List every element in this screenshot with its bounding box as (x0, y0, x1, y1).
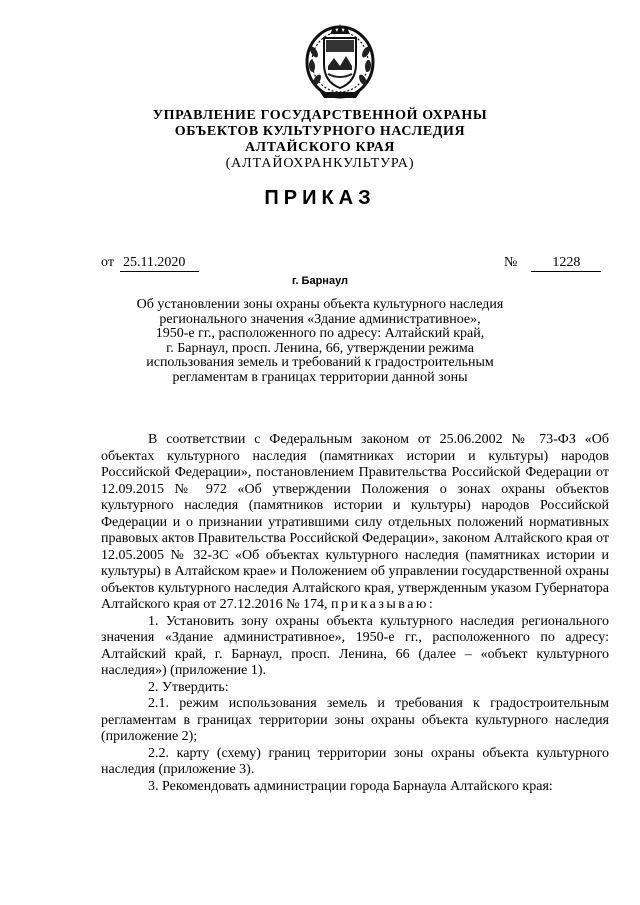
document-type-title: ПРИКАЗ (264, 187, 376, 209)
document-city: г. Барнаул (291, 275, 349, 287)
document-date (101, 255, 199, 272)
date-prefix: от (101, 255, 114, 270)
number-sign: № (504, 255, 518, 270)
subject-line: 1950-е гг., расположенного по адресу: Алтайский край, (155, 326, 485, 341)
item-3-paragraph: 3. Рекомендовать администрации города Барнаула Алтайского края: (148, 778, 553, 794)
preamble-paragraph (101, 432, 609, 614)
document-body (101, 432, 609, 795)
document-number (504, 255, 601, 272)
org-name-line-1: УПРАВЛЕНИЕ ГОСУДАРСТВЕННОЙ ОХРАНЫ (152, 108, 488, 123)
subject-line: г. Барнаул, просп. Ленина, 66, утверждении режима (166, 340, 474, 356)
order-keyword: приказываю: (331, 597, 436, 612)
date-value: 25.11.2020 (120, 255, 199, 272)
item-2-paragraph: 2. Утвердить: (148, 679, 229, 695)
subject-line: регионального значения «Здание административное», (159, 311, 481, 327)
subject-line: регламентам в границах территории данной зоны (172, 369, 468, 385)
preamble-text: В соответствии с Федеральным законом от 25.06.2002 № 73-ФЗ «Об объектах культурного наследия (памятниках истории и культуры) народов Российской Федерации», постановлением Правительства Российской Федерации от 12.09.2015 № 972 «Об утверждении Положения о зонах охраны объектов культурного наследия (памятников истории и культуры) народов Российской Федерации и о признании утратившими силу отдельных положений нормативных правовых актов Правительства Российской Федерации», законом Алтайского края от 12.05.2005 № 32-ЗС «Об объектах культурного наследия (памятниках истории и культуры) в Алтайском крае» и Положением об управлении государственной охраны объектов культурного наследия Алтайского края, утвержденным указом Губернатора Алтайского края от 27.12.2016 № 174, (101, 432, 609, 612)
document-subject (120, 298, 520, 385)
org-name-abbreviation: (АЛТАЙОХРАНКУЛЬТУРА) (225, 156, 415, 171)
coat-of-arms-emblem (304, 22, 376, 100)
item-1-paragraph: 1. Установить зону охраны объекта культурного наследия регионального значения «Здание административное», 1950-е гг., расположенного по адресу: Алтайский край, г. Барнаул, просп. Ленина, 66 (далее – «объект культурного наследия») (приложение 1). (101, 613, 609, 678)
item-2-2-paragraph: 2.2. карту (схему) границ территории зоны охраны объекта культурного наследия (приложение 3). (101, 745, 609, 777)
subject-line: Об установлении зоны охраны объекта культурного наследия (136, 297, 504, 312)
org-name-line-3: АЛТАЙСКОГО КРАЯ (244, 140, 396, 155)
number-value: 1228 (531, 255, 601, 272)
subject-line: использования земель и требований к градостроительным (146, 355, 494, 370)
item-2-1-paragraph: 2.1. режим использования земель и требования к градостроительным регламентам в границах территории зоны охраны объекта культурного наследия (приложение 2); (101, 696, 609, 744)
organization-header (0, 108, 640, 172)
org-name-line-2: ОБЪЕКТОВ КУЛЬТУРНОГО НАСЛЕДИЯ (174, 124, 466, 139)
